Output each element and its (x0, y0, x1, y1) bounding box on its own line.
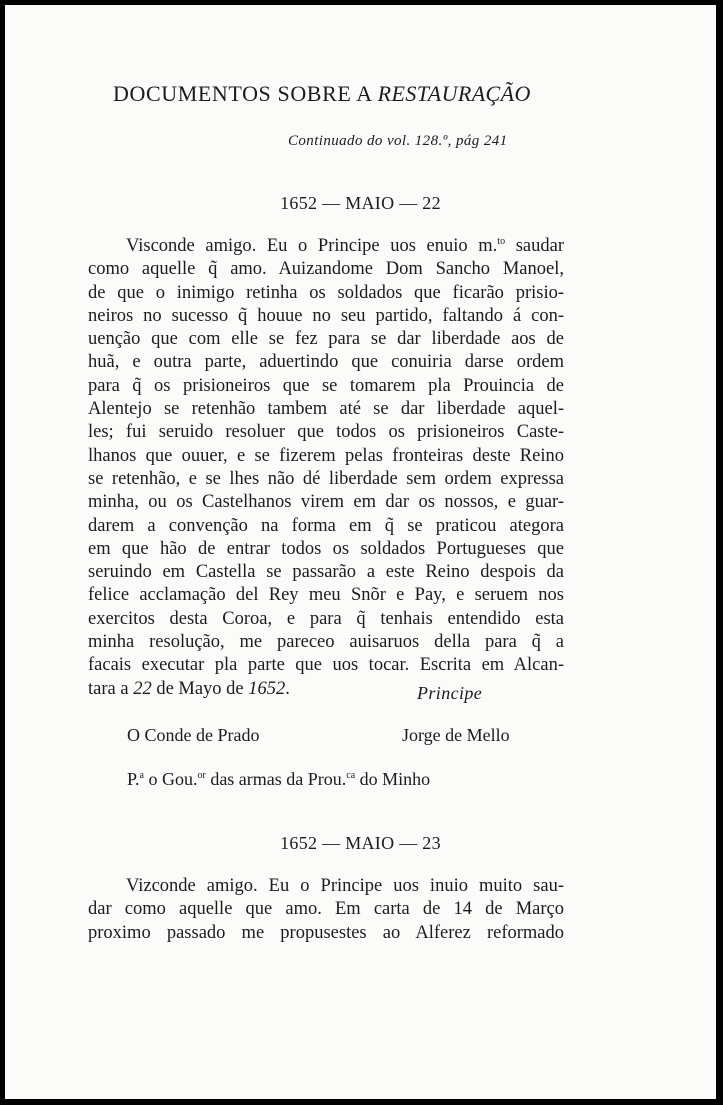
letter1-line-11: se retenhão, e se lhes não dé liberdade sem ordem expressa (88, 468, 564, 489)
letter1-line-8: Alentejo se retenhão tambem até se dar liberdade aquel- (88, 399, 564, 420)
letter1-line-4: neiros no sucesso q̃ houue no seu partido, faltando á con- (88, 305, 564, 326)
letter2-date-heading: 1652 — MAIO — 23 (280, 833, 441, 853)
letter1-line-3: de que o inimigo retinha os soldados que ficarão prisio- (88, 282, 564, 303)
letter1-line-9: les; fui seruido resoluer que todos os prisioneiros Caste- (88, 422, 564, 443)
continuation-note: Continuado do vol. 128.º, pág 241 (288, 133, 508, 149)
letter1-line-15: seruindo em Castella se passarão a este Reino despois da (88, 562, 564, 583)
letter1-line-19: facais executar pla parte que uos tocar. Escrita em Alcan- (88, 655, 564, 676)
witness-right: Jorge de Mello (402, 725, 510, 745)
letter1-line-14: em que hão de entrar todos os soldados Portugueses que (88, 538, 564, 559)
letter1-line-1: Visconde amigo. Eu o Principe uos enuio m.$^{to}$ saudar (126, 236, 564, 256)
letter1-line-6: huã, e outra parte, aduertindo que conuiria darse ordem (88, 352, 564, 373)
letter1-line-16: felice acclamação del Rey meu Snõr e Pay, e seruem nos (88, 585, 564, 606)
letter2-line-1: Vizconde amigo. Eu o Principe uos inuio muito sau- (126, 876, 564, 896)
letter2-body (88, 875, 564, 945)
letter1-address: P.$^a$ o Gou.$^{or}$ das armas da Prou.$^{ca}$ do Minho (127, 769, 431, 789)
witness-left: O Conde de Prado (127, 725, 260, 745)
letter1-line-20: tara a 22 de Mayo de 1652. (88, 678, 290, 699)
running-head-title: DOCUMENTOS SOBRE A (113, 81, 372, 106)
letter1-line-5: uenção que com elle se fez para se dar liberdade aos de (88, 329, 564, 350)
document-page (5, 5, 716, 1099)
letter1-line-17: exercitos desta Coroa, e para q̃ tenhais entendido esta (88, 608, 564, 629)
letter1-body (88, 235, 564, 701)
running-head (113, 81, 531, 107)
signature-principe: Principe (417, 683, 483, 703)
letter1-line-7: para q̃ os prisioneiros que se tomarem pla Prouincia de (88, 375, 564, 396)
letter1-line-18: minha resolução, me pareceo auisaruos della para q̃ a (88, 632, 564, 653)
letter1-line-13: darem a convenção na forma em q̃ se praticou ategora (88, 515, 564, 536)
letter1-line-10: lhanos que ouuer, e se fizerem pelas fronteiras deste Reino (88, 445, 564, 466)
running-head-title-italic: RESTAURAÇÃO (377, 81, 531, 106)
letter1-line-12: minha, ou os Castelhanos virem em dar os nossos, e guar- (88, 492, 564, 513)
letter1-line-2: como aquelle q̃ amo. Auizandome Dom Sancho Manoel, (88, 259, 564, 280)
letter1-date-heading: 1652 — MAIO — 22 (280, 193, 441, 213)
letter2-line-2: dar como aquelle que amo. Em carta de 14 de Março (88, 899, 564, 920)
letter2-line-3: proximo passado me propusestes ao Alferez reformado (88, 922, 564, 943)
